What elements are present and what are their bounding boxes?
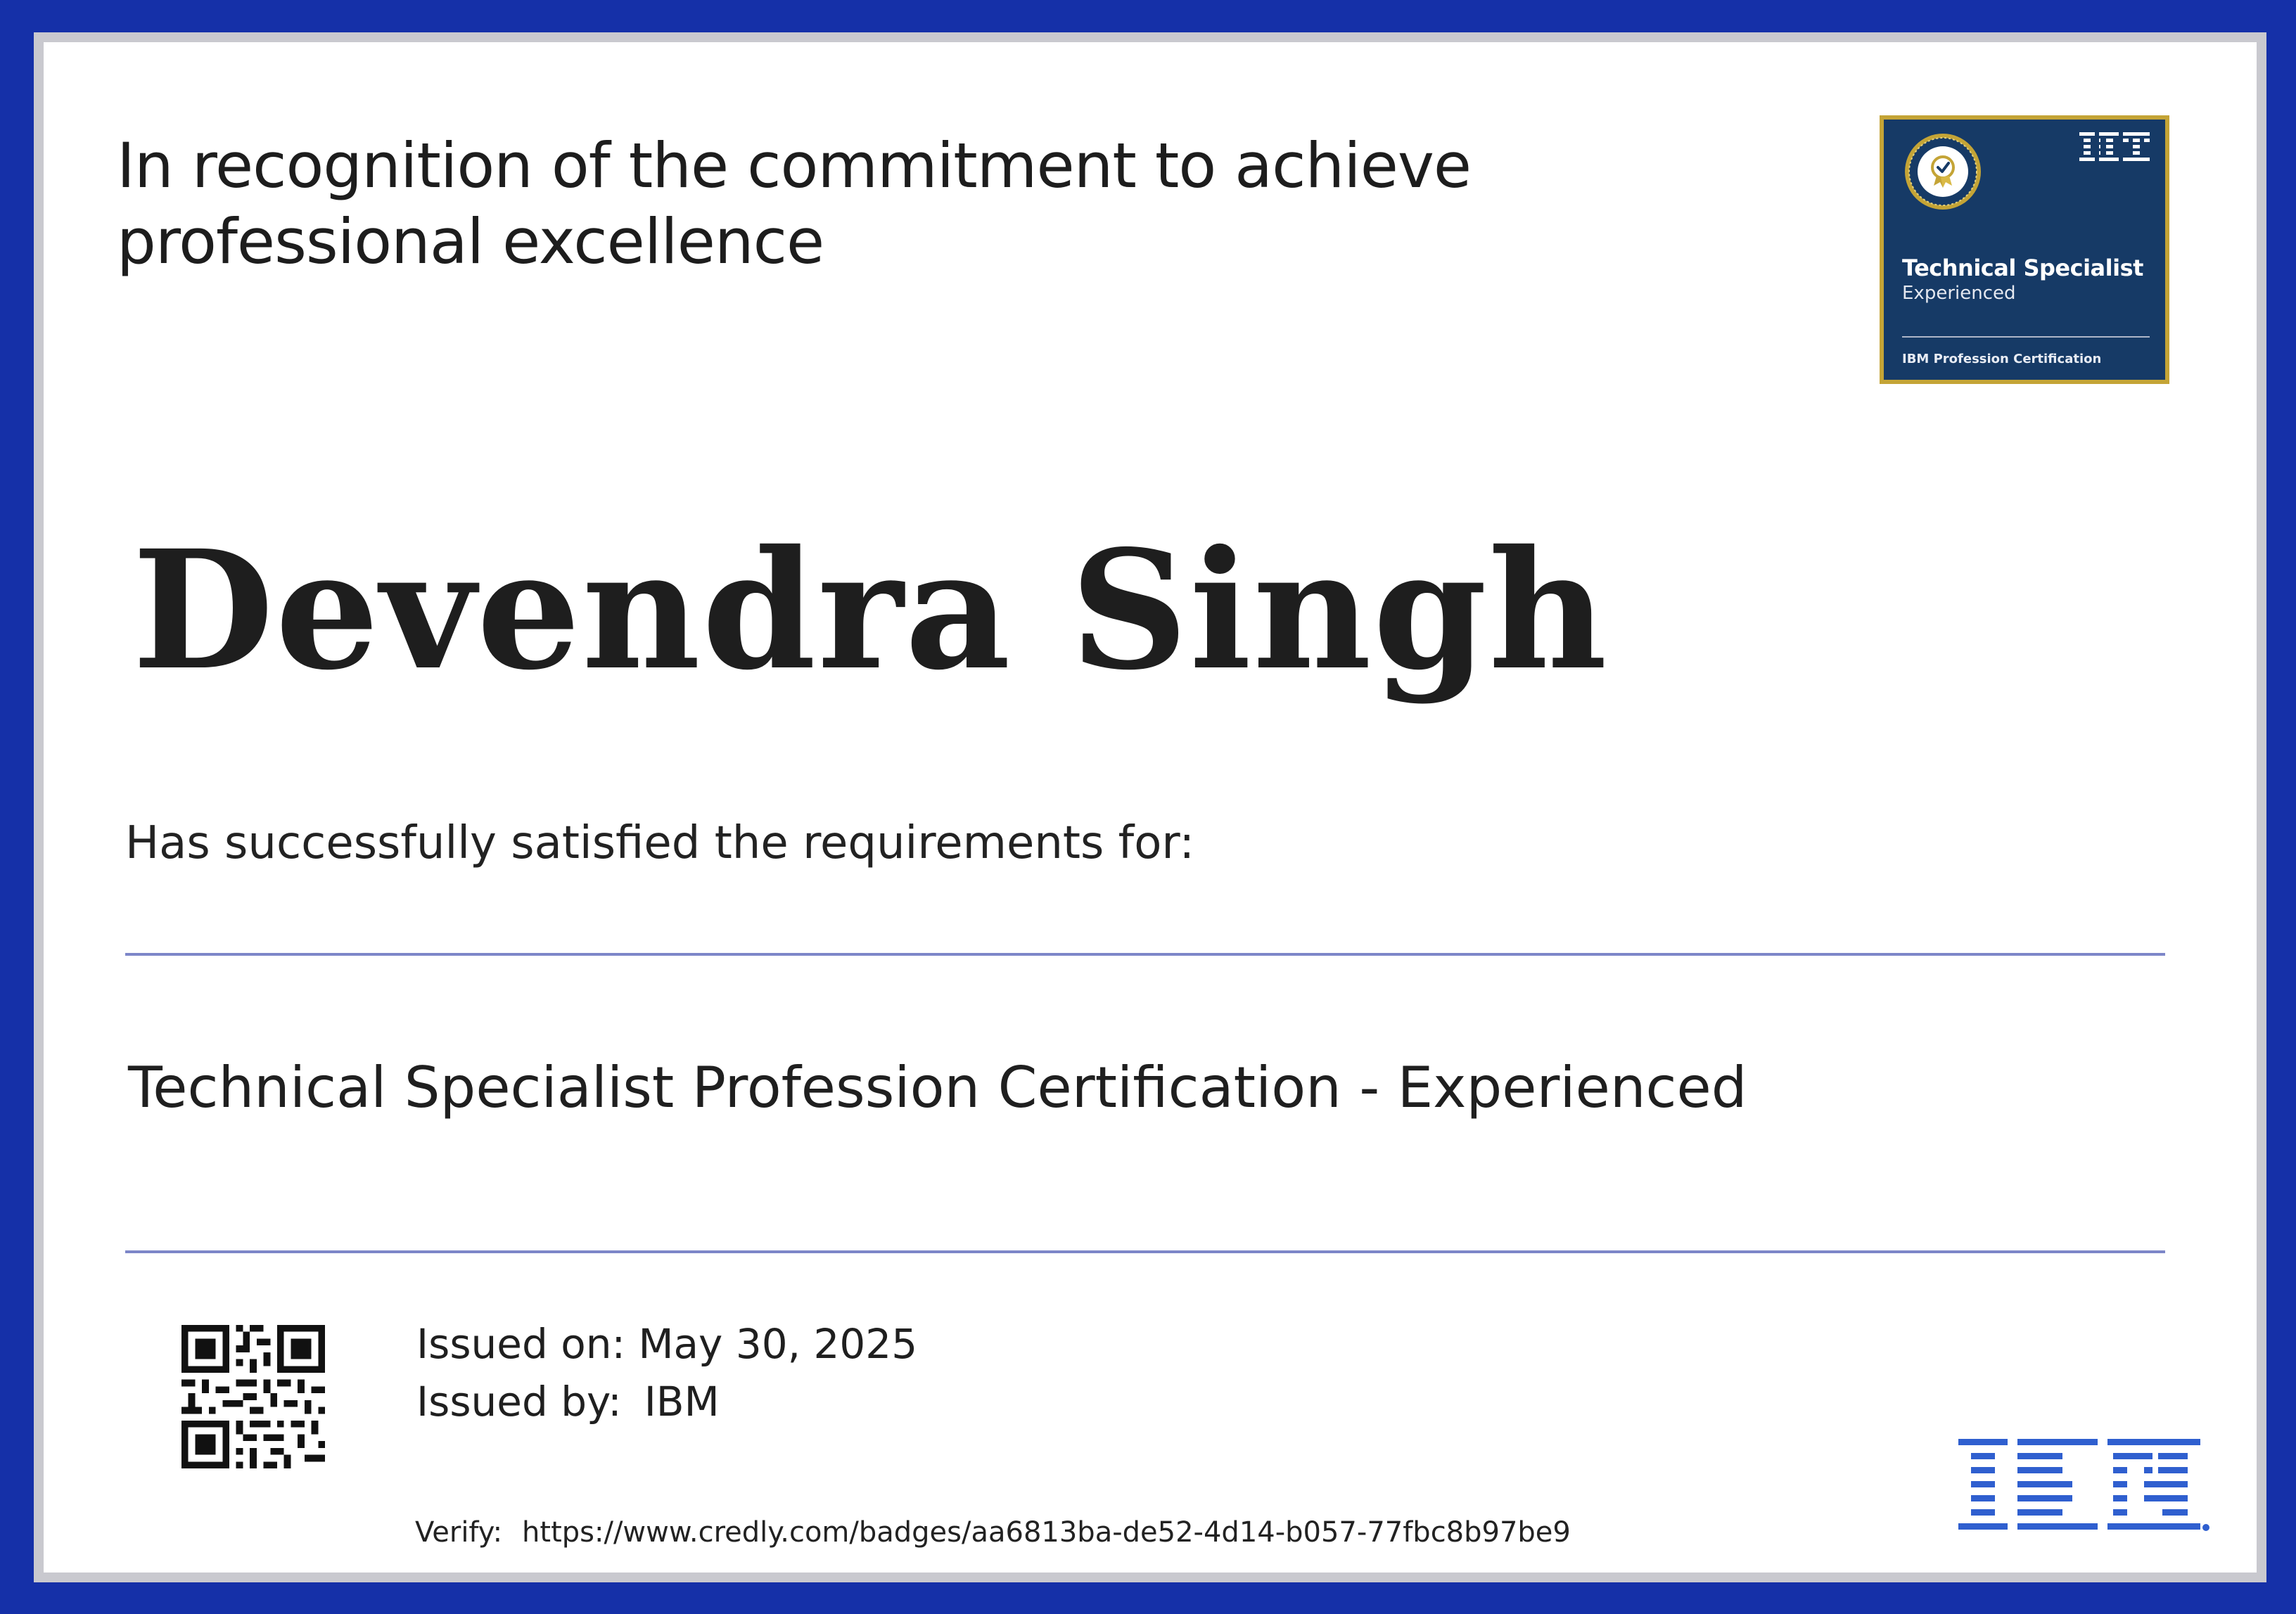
badge-footer: IBM Profession Certification xyxy=(1902,352,2102,366)
badge-divider xyxy=(1902,336,2150,338)
badge-ibm-logo-icon xyxy=(2079,132,2150,163)
badge-level: Experienced xyxy=(1902,283,2016,304)
recognition-line-2: professional excellence xyxy=(117,205,824,278)
verify-link[interactable]: https://www.credly.com/badges/aa6813ba-de52-4d14-b057-77fbc8b97be9 xyxy=(522,1516,1571,1549)
issued-by-value: IBM xyxy=(644,1378,720,1426)
issued-by-label: Issued by: xyxy=(416,1378,622,1426)
ibm-logo-icon xyxy=(1958,1439,2212,1533)
recognition-statement xyxy=(117,128,1594,280)
certificate-page xyxy=(44,42,2257,1573)
top-divider xyxy=(125,953,2165,956)
issued-on-value: May 30, 2025 xyxy=(638,1320,918,1368)
badge-title: Technical Specialist xyxy=(1902,255,2143,281)
recipient-name: Devendra Singh xyxy=(132,514,1609,706)
bottom-divider xyxy=(125,1250,2165,1253)
certification-badge[interactable] xyxy=(1880,115,2169,384)
issued-by-row xyxy=(416,1373,917,1430)
qr-code-icon[interactable] xyxy=(179,1325,328,1468)
verify-label: Verify: xyxy=(415,1516,503,1549)
badge-seal-icon xyxy=(1903,132,1982,211)
issued-on-label: Issued on: xyxy=(416,1320,626,1368)
requirements-statement: Has successfully satisfied the requirements for: xyxy=(125,817,1195,869)
recognition-line-1: In recognition of the commitment to achieve xyxy=(117,129,1472,202)
issued-on-row xyxy=(416,1315,917,1373)
issue-details xyxy=(416,1315,917,1430)
verify-row xyxy=(415,1516,1571,1549)
certification-name: Technical Specialist Profession Certification - Experienced xyxy=(128,1055,1747,1120)
